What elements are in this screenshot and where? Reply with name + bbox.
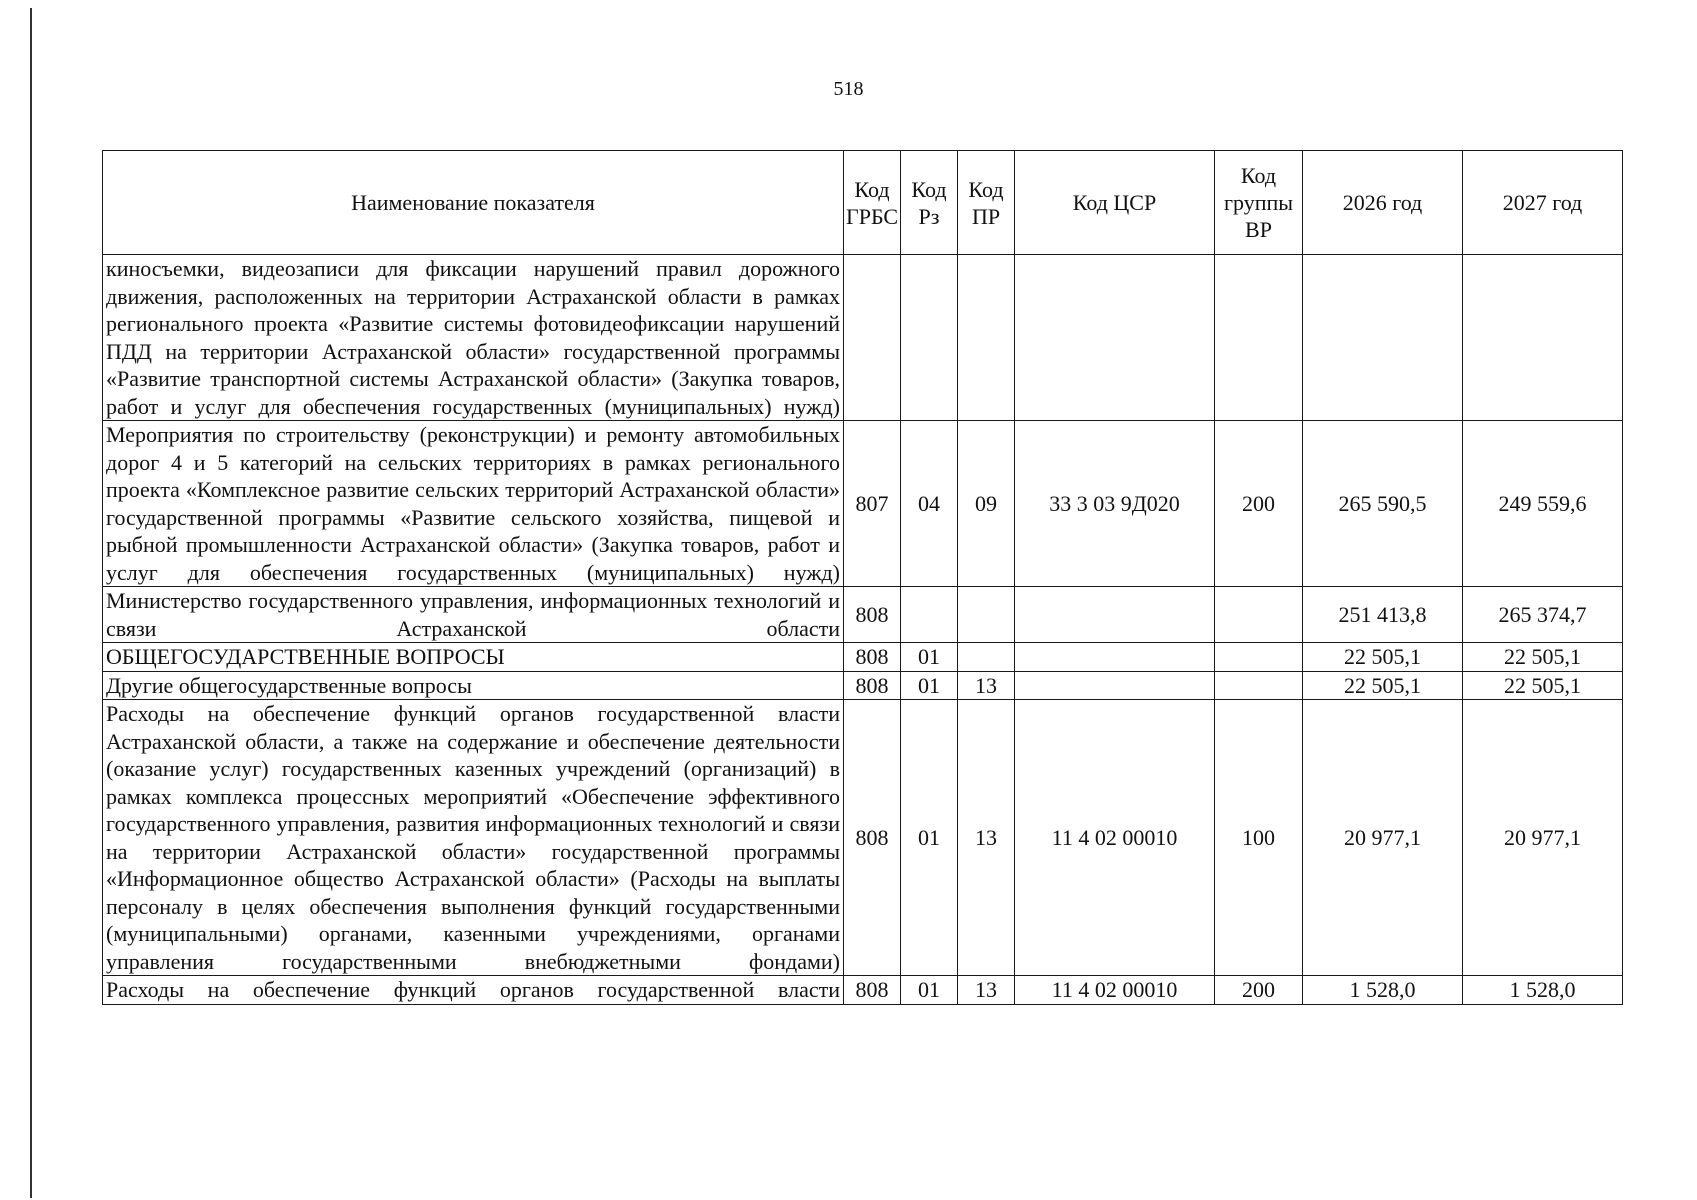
row-vr [1215,587,1303,643]
row-grbs: 807 [844,421,901,587]
row-pr [958,587,1015,643]
row-vr [1215,671,1303,700]
row-grbs: 808 [844,976,901,1005]
row-2026: 20 977,1 [1303,700,1463,976]
row-vr: 100 [1215,700,1303,976]
row-csr: 11 4 02 00010 [1015,976,1215,1005]
row-grbs: 808 [844,643,901,672]
row-2027: 22 505,1 [1463,671,1623,700]
row-name: Расходы на обеспечение функций органов государственной власти Астраханской области, а также на содержание и обеспечение деятельности (оказание услуг) государственных казенных учреждений (организаций) в рамках комплекса процессных мероприятий «Обеспечение эффективного государственного управления, развития информационных технологий и связи на территории Астраханской области» государственной программы «Информационное общество Астраханской области» (Расходы на выплаты персоналу в целях обеспечения выполнения функций государственными (муниципальными) органами, казенными учреждениями, органами управления государственными внебюджетными фондами) [103,700,844,976]
row-pr: 09 [958,421,1015,587]
column-header-2026: 2026 год [1303,151,1463,255]
row-rz: 01 [901,700,958,976]
table-row [103,255,1623,421]
row-csr [1015,255,1215,421]
column-header-grbs: Код ГРБС [844,151,901,255]
row-pr: 13 [958,700,1015,976]
row-2027: 20 977,1 [1463,700,1623,976]
row-grbs: 808 [844,587,901,643]
row-vr: 200 [1215,421,1303,587]
row-pr: 13 [958,976,1015,1005]
page-margin-line [30,8,32,1198]
row-2027: 249 559,6 [1463,421,1623,587]
table-row [103,643,1623,672]
row-name: Другие общегосударственные вопросы [103,671,844,700]
row-csr [1015,671,1215,700]
column-header-2027: 2027 год [1463,151,1623,255]
row-2026: 22 505,1 [1303,671,1463,700]
row-csr: 33 3 03 9Д020 [1015,421,1215,587]
row-2027: 265 374,7 [1463,587,1623,643]
row-csr [1015,587,1215,643]
row-csr: 11 4 02 00010 [1015,700,1215,976]
row-rz: 01 [901,643,958,672]
row-2026: 265 590,5 [1303,421,1463,587]
row-csr [1015,643,1215,672]
column-header-rz: Код Рз [901,151,958,255]
row-2026: 1 528,0 [1303,976,1463,1005]
row-pr: 13 [958,671,1015,700]
table-row [103,976,1623,1005]
column-header-csr: Код ЦСР [1015,151,1215,255]
table-row [103,700,1623,976]
budget-table [102,150,1623,1005]
column-header-vr: Код группы ВР [1215,151,1303,255]
row-rz: 01 [901,976,958,1005]
row-2026: 251 413,8 [1303,587,1463,643]
row-2026: 22 505,1 [1303,643,1463,672]
column-header-pr: Код ПР [958,151,1015,255]
row-name: киносъемки, видеозаписи для фиксации нарушений правил дорожного движения, расположенных на территории Астраханской области в рамках регионального проекта «Развитие системы фотовидеофиксации нарушений ПДД на территории Астраханской области» государственной программы «Развитие транспортной системы Астраханской области» (Закупка товаров, работ и услуг для обеспечения государственных (муниципальных) нужд) [103,255,844,421]
row-pr [958,643,1015,672]
row-2027: 1 528,0 [1463,976,1623,1005]
row-name: Министерство государственного управления, информационных технологий и связи Астраханской области [103,587,844,643]
row-grbs: 808 [844,671,901,700]
row-2026 [1303,255,1463,421]
row-rz: 01 [901,671,958,700]
column-header-name: Наименование показателя [103,151,844,255]
table-row [103,671,1623,700]
row-grbs: 808 [844,700,901,976]
row-name: ОБЩЕГОСУДАРСТВЕННЫЕ ВОПРОСЫ [103,643,844,672]
row-grbs [844,255,901,421]
row-vr [1215,255,1303,421]
page-number: 518 [833,78,864,100]
row-name: Мероприятия по строительству (реконструкции) и ремонту автомобильных дорог 4 и 5 категорий на сельских территориях в рамках регионального проекта «Комплексное развитие сельских территорий Астраханской области» государственной программы «Развитие сельского хозяйства, пищевой и рыбной промышленности Астраханской области» (Закупка товаров, работ и услуг для обеспечения государственных (муниципальных) нужд) [103,421,844,587]
table-header-row [103,151,1623,255]
row-rz: 04 [901,421,958,587]
row-2027 [1463,255,1623,421]
row-rz [901,255,958,421]
row-pr [958,255,1015,421]
row-2027: 22 505,1 [1463,643,1623,672]
row-name: Расходы на обеспечение функций органов государственной власти [103,976,844,1005]
row-vr [1215,643,1303,672]
table-row [103,421,1623,587]
row-vr: 200 [1215,976,1303,1005]
row-rz [901,587,958,643]
table-row [103,587,1623,643]
